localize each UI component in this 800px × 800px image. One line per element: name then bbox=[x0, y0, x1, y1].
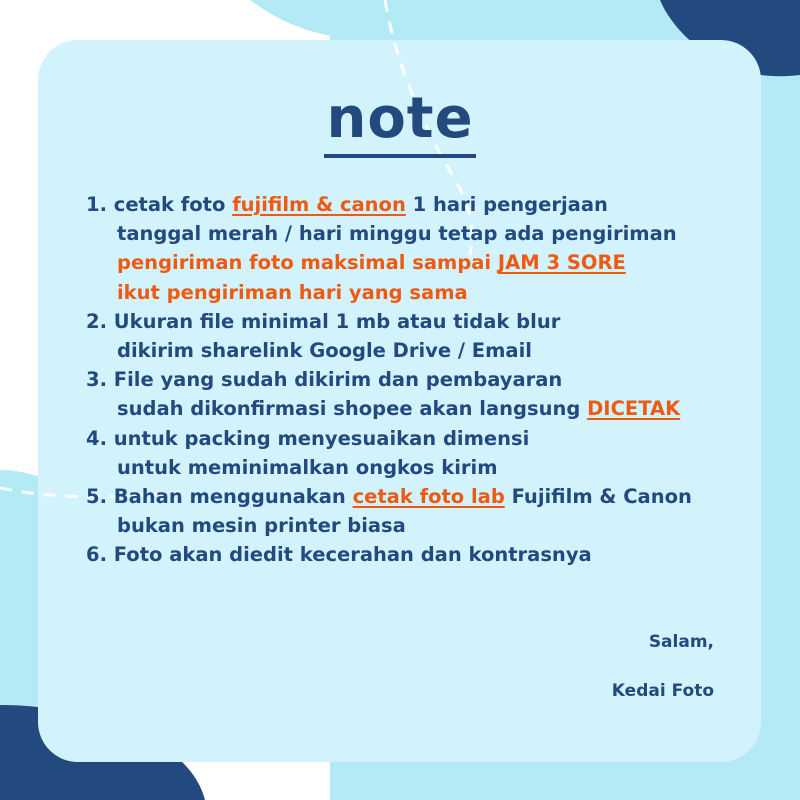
note-item-2-line-2: dikirim sharelink Google Drive / Email bbox=[117, 339, 532, 363]
note-item-2-line-1: 2. Ukuran file minimal 1 mb atau tidak blur bbox=[86, 309, 561, 333]
note-item-3-line-2-prefix: sudah dikonfirmasi shopee akan langsung bbox=[117, 397, 588, 421]
note-item-6-line-1: 6. Foto akan diedit kecerahan dan kontrasnya bbox=[86, 543, 592, 567]
note-item-1-prefix: 1. cetak foto bbox=[86, 193, 233, 216]
notes-list bbox=[86, 190, 746, 570]
note-item-1-highlight: fujifilm & canon bbox=[232, 193, 406, 216]
note-item-3-line-2-highlight: DICETAK bbox=[587, 397, 681, 421]
note-item-5-highlight: cetak foto lab bbox=[352, 485, 505, 509]
note-item-1-line-1 bbox=[86, 190, 746, 219]
note-item-1-line-3 bbox=[86, 248, 746, 277]
signature-name: Kedai Foto bbox=[611, 681, 714, 701]
page-title bbox=[0, 84, 800, 158]
note-item-4-line-2: untuk meminimalkan ongkos kirim bbox=[117, 455, 498, 479]
note-item-1-line-3-highlight: JAM 3 SORE bbox=[497, 251, 626, 275]
note-item-4-line-1: 4. untuk packing menyesuaikan dimensi bbox=[86, 426, 530, 450]
note-item-3-line-1: 3. File yang sudah dikirim dan pembayaran bbox=[86, 368, 563, 392]
signature-greeting: Salam, bbox=[648, 632, 714, 652]
note-item-5-line-1 bbox=[86, 482, 746, 511]
note-item-5-line-2: bukan mesin printer biasa bbox=[117, 514, 406, 538]
note-item-5-suffix: Fujifilm & Canon bbox=[504, 485, 692, 509]
note-item-5-prefix: 5. Bahan menggunakan bbox=[86, 485, 353, 509]
note-item-1-line-4: ikut pengiriman hari yang sama bbox=[117, 280, 468, 304]
note-item-3-line-2 bbox=[86, 394, 746, 423]
title-text: note bbox=[324, 84, 475, 158]
note-item-1-line-2: tanggal merah / hari minggu tetap ada pengiriman bbox=[117, 222, 677, 246]
note-item-1-line-3-prefix: pengiriman foto maksimal sampai bbox=[117, 251, 498, 275]
note-item-1-suffix: 1 hari pengerjaan bbox=[405, 193, 608, 216]
